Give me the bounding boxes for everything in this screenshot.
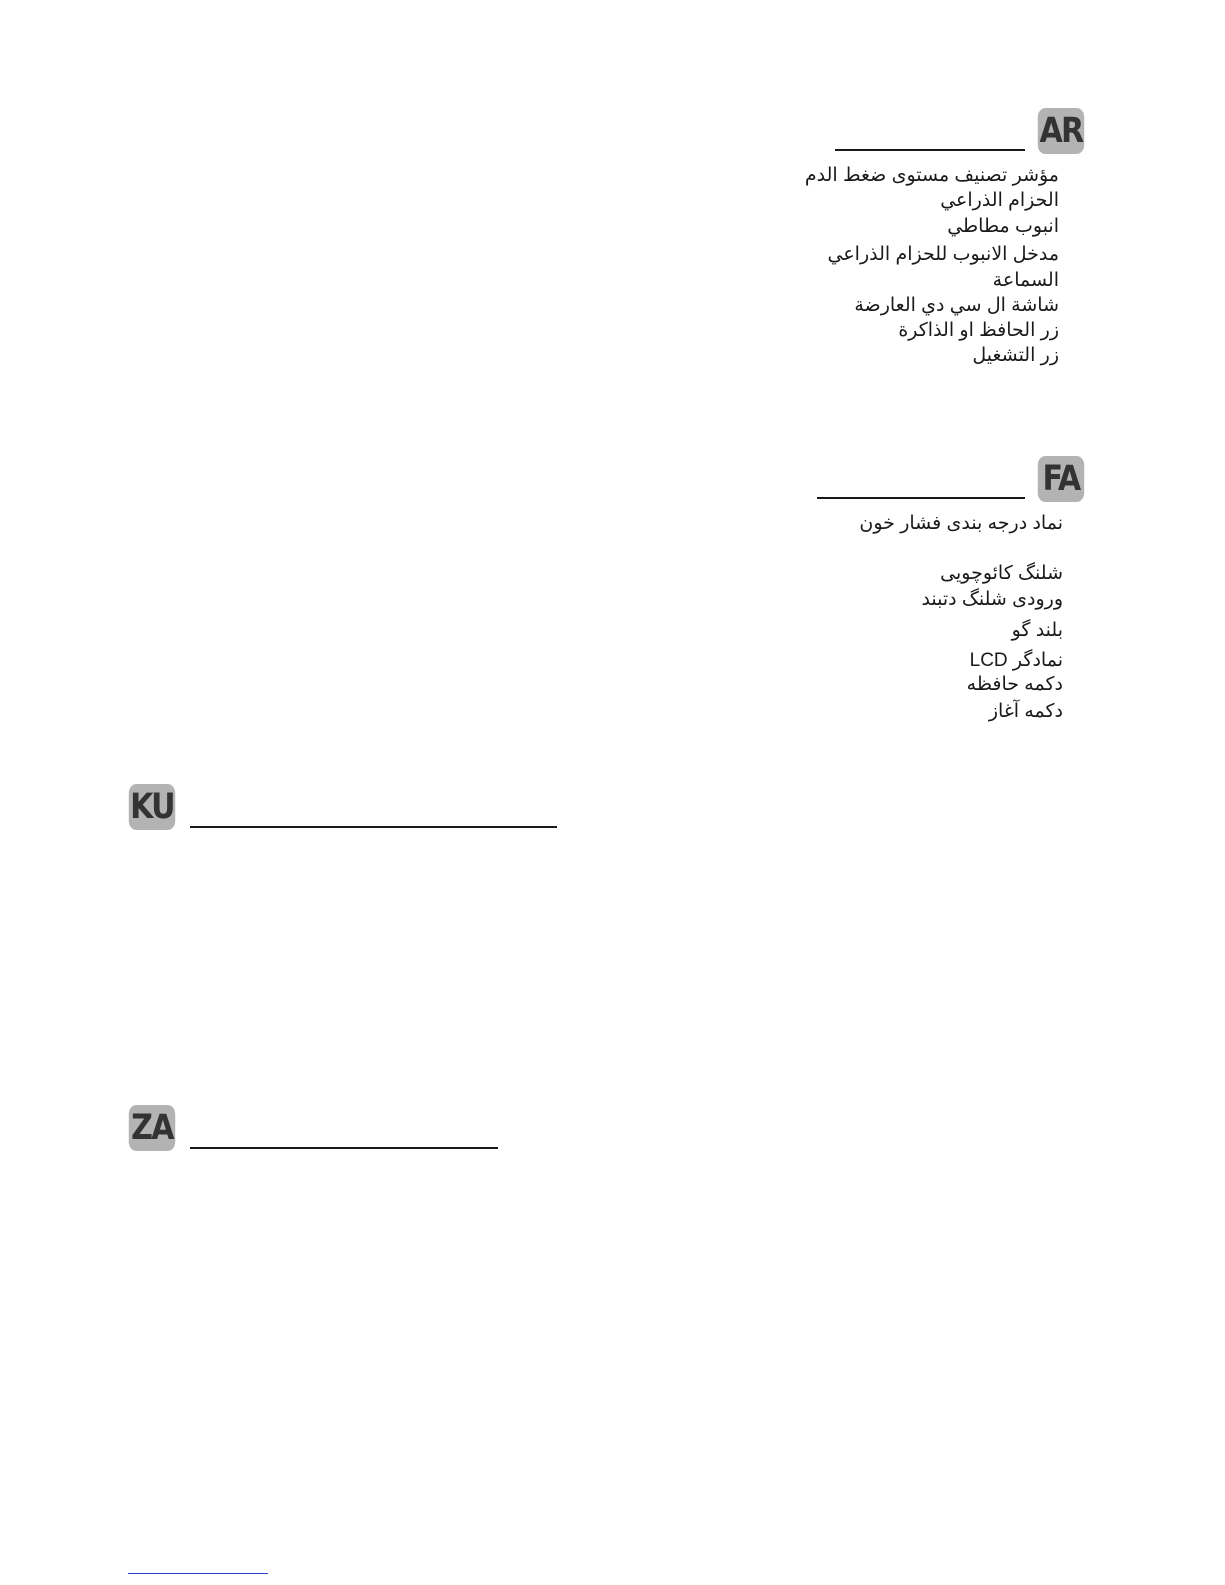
ar-item-list xyxy=(759,165,1059,375)
fa-item-list xyxy=(763,513,1063,723)
fa-item: بلند گو xyxy=(1011,620,1063,641)
badge-fa: FA xyxy=(1038,456,1084,502)
ar-item: مؤشر تصنيف مستوى ضغط الدم xyxy=(804,165,1059,186)
ar-item: شاشة ال سي دي العارضة xyxy=(854,295,1059,316)
footer-rule xyxy=(128,1573,268,1574)
ar-item: زر الحافظ او الذاكرة xyxy=(898,320,1059,341)
fa-item: ورودی شلنگ دتبند xyxy=(921,589,1063,610)
ar-heading-rule xyxy=(835,149,1025,151)
ar-item: الحزام الذراعي xyxy=(940,190,1059,211)
ar-item: انبوب مطاطي xyxy=(947,216,1059,237)
badge-ku: KU xyxy=(129,784,175,830)
fa-item: نمادگر LCD xyxy=(969,650,1063,671)
ar-item: زر التشغيل xyxy=(972,345,1059,366)
fa-item: نماد درجه بندی فشار خون xyxy=(859,513,1063,534)
ar-item: السماعة xyxy=(992,270,1059,291)
fa-item: شلنگ کائوچویی xyxy=(940,563,1063,584)
za-heading-rule xyxy=(190,1147,498,1149)
ku-heading-rule xyxy=(190,826,557,828)
fa-heading-rule xyxy=(817,497,1025,499)
fa-item: دکمه حافظه xyxy=(966,674,1063,695)
badge-ar: AR xyxy=(1038,108,1084,154)
fa-item: دکمه آغاز xyxy=(988,701,1063,722)
ar-item: مدخل الانبوب للحزام الذراعي xyxy=(827,244,1059,265)
badge-za: ZA xyxy=(129,1105,175,1151)
